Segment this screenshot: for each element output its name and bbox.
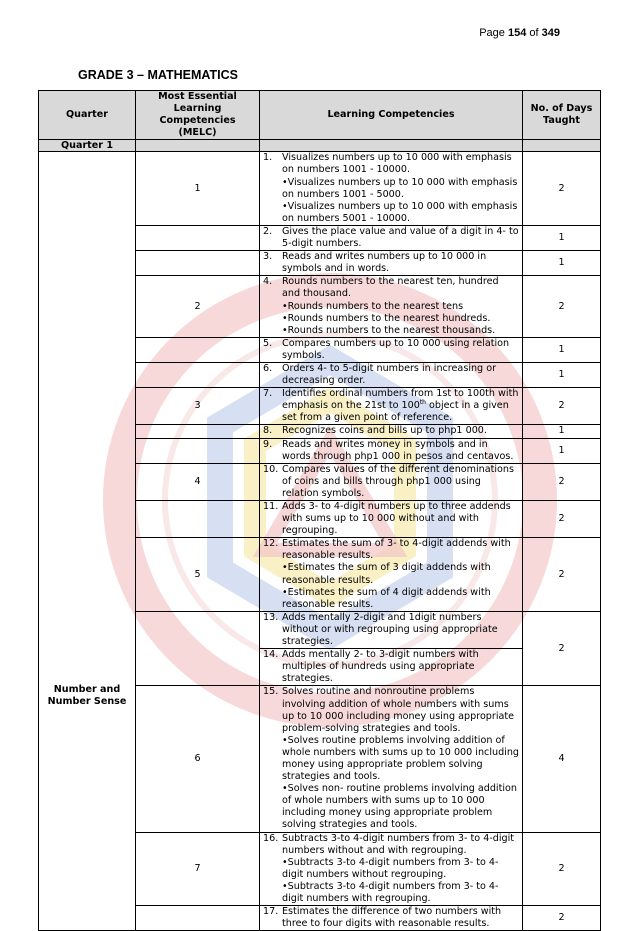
days-cell: 2 bbox=[523, 906, 601, 931]
days-cell: 2 bbox=[523, 152, 601, 226]
competency-text: Compares values of the different denominations of coins and bills through php1 000 using relation symbols. bbox=[282, 463, 514, 499]
competency-number: 7. bbox=[263, 388, 273, 400]
days-cell: 1 bbox=[523, 251, 601, 276]
page-label: Page bbox=[479, 27, 505, 39]
header-melc: Most Essential Learning Competencies (MELC) bbox=[136, 91, 260, 140]
competency-number: 14. bbox=[263, 649, 279, 661]
competency-text: Recognizes coins and bills up to php1 000. bbox=[282, 425, 487, 437]
melc-cell bbox=[136, 611, 260, 686]
melc-cell: 1 bbox=[136, 152, 260, 226]
melc-cell bbox=[136, 362, 260, 387]
competency-number: 4. bbox=[263, 276, 273, 288]
table-row bbox=[39, 152, 601, 226]
curriculum-table bbox=[38, 90, 601, 931]
competency-number: 2. bbox=[263, 225, 273, 237]
days-cell: 2 bbox=[523, 463, 601, 500]
days-cell: 2 bbox=[523, 611, 601, 686]
domain-cell: Number and Number Sense bbox=[39, 152, 136, 931]
competency-text: Subtracts 3-to 4-digit numbers from 3- to 4-digit numbers without and with regrouping. •Subtracts 3-to 4-digit numbers from 3- to 4-digit numbers without regrouping. •Subtracts 3-to 4-digit numbers from 3- to 4-digit numbers with regrouping. bbox=[282, 832, 515, 904]
melc-cell: 6 bbox=[136, 686, 260, 832]
competency-number: 16. bbox=[263, 832, 279, 844]
days-cell: 1 bbox=[523, 438, 601, 463]
quarter-row bbox=[39, 140, 601, 152]
page-of: of bbox=[529, 27, 539, 39]
competency-number: 12. bbox=[263, 538, 279, 550]
competency-text bbox=[282, 388, 519, 424]
document-title: GRADE 3 – MATHEMATICS bbox=[78, 68, 238, 82]
days-cell: 1 bbox=[523, 337, 601, 362]
competency-text: Reads and writes numbers up to 10 000 in symbols and in words. bbox=[282, 251, 487, 275]
days-cell: 2 bbox=[523, 538, 601, 612]
quarter-label: Quarter 1 bbox=[39, 140, 136, 152]
competency-text: Adds 3- to 4-digit numbers up to three addends with sums up to 10 000 without and with regrouping. bbox=[282, 501, 511, 537]
competency-text: Estimates the difference of two numbers with three to four digits with reasonable results. bbox=[282, 906, 502, 930]
melc-cell bbox=[136, 251, 260, 276]
competency-number: 8. bbox=[263, 425, 273, 437]
melc-cell bbox=[136, 225, 260, 250]
competency-number: 11. bbox=[263, 501, 279, 512]
days-cell: 2 bbox=[523, 832, 601, 906]
melc-cell: 4 bbox=[136, 463, 260, 500]
melc-cell bbox=[136, 425, 260, 438]
competency-text: Rounds numbers to the nearest ten, hundred and thousand. •Rounds numbers to the nearest tens •Rounds numbers to the nearest hundreds. •Rounds numbers to the nearest thousands. bbox=[282, 276, 499, 336]
competency-text: Reads and writes money in symbols and in words through php1 000 in pesos and centavos. bbox=[282, 438, 514, 462]
competency-text: Estimates the sum of 3- to 4-digit addends with reasonable results. •Estimates the sum of 3 digit addends with reasonable results. •Estimates the sum of 4 digit addends with reasonable results. bbox=[282, 538, 511, 610]
days-cell: 2 bbox=[523, 501, 601, 538]
competency-text: Gives the place value and value of a digit in 4- to 5-digit numbers. bbox=[282, 225, 519, 250]
competency-number: 1. bbox=[263, 152, 273, 164]
competency-text-part: Identifies ordinal numbers from 1st to 100th with emphasis on the 21st to 100 bbox=[282, 388, 519, 412]
melc-cell bbox=[136, 501, 260, 538]
melc-cell bbox=[136, 438, 260, 463]
competency-text: Orders 4- to 5-digit numbers in increasing or decreasing order. bbox=[282, 362, 497, 387]
melc-cell bbox=[136, 906, 260, 931]
competency-text: Compares numbers up to 10 000 using relation symbols. bbox=[282, 337, 510, 361]
competency-text: Visualizes numbers up to 10 000 with emphasis on numbers 1001 - 10000. •Visualizes numbers up to 10 000 with emphasis on numbers 1001 - 5000. •Visualizes numbers up to 10 000 with emphasis on numbers 5001 - 10000. bbox=[282, 152, 518, 224]
header-days: No. of Days Taught bbox=[523, 91, 601, 140]
days-cell: 2 bbox=[523, 276, 601, 337]
competency-number: 13. bbox=[263, 611, 279, 623]
page-total: 349 bbox=[541, 27, 560, 39]
page-number bbox=[479, 27, 560, 39]
melc-cell: 7 bbox=[136, 832, 260, 906]
days-cell: 1 bbox=[523, 225, 601, 250]
competency-number: 9. bbox=[263, 438, 273, 450]
melc-cell: 5 bbox=[136, 538, 260, 612]
competency-number: 17. bbox=[263, 906, 279, 918]
days-cell: 4 bbox=[523, 686, 601, 832]
days-cell: 2 bbox=[523, 388, 601, 425]
competency-number: 10. bbox=[263, 463, 279, 475]
table-header-row bbox=[39, 91, 601, 140]
header-quarter: Quarter bbox=[39, 91, 136, 140]
header-competencies: Learning Competencies bbox=[260, 91, 523, 140]
melc-cell: 3 bbox=[136, 388, 260, 425]
competency-number: 6. bbox=[263, 362, 273, 374]
competency-number: 15. bbox=[263, 686, 279, 698]
competency-text: Solves routine and nonroutine problems involving addition of whole numbers with sums up to 10 000 including money using appropriate problem-solving strategies and tools. •Solves routine problems involving addition of whole numbers with sums up to 10 000 including money using appropriate problem solving strategies and tools. •Solves non- routine problems involving addition of whole numbers with sums up to 10 000 including money using appropriate problem solving strategies and tools. bbox=[282, 686, 519, 831]
days-cell: 1 bbox=[523, 425, 601, 438]
competency-number: 5. bbox=[263, 337, 273, 349]
melc-cell: 2 bbox=[136, 276, 260, 337]
page-current: 154 bbox=[507, 27, 527, 39]
melc-cell bbox=[136, 337, 260, 362]
competency-number: 3. bbox=[263, 251, 273, 263]
competency-text: Adds mentally 2-digit and 1digit numbers without or with regrouping using appropriate strategies. bbox=[282, 611, 498, 648]
superscript: th bbox=[419, 399, 426, 407]
days-cell: 1 bbox=[523, 362, 601, 387]
competency-text: Adds mentally 2- to 3-digit numbers with multiples of hundreds using appropriate strategies. bbox=[282, 649, 479, 685]
competency-text-part: object in a given set from a given point of reference. bbox=[282, 400, 509, 424]
